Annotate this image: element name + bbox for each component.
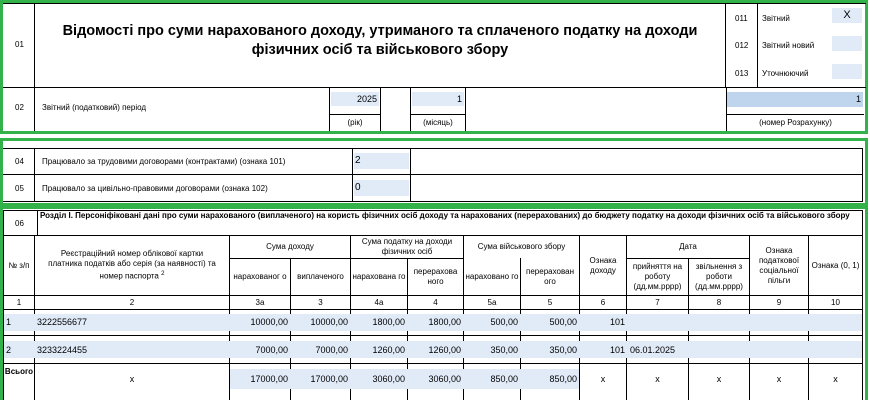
type-checkbox-new-reporting[interactable] bbox=[832, 36, 862, 51]
col-header-social-sign: Ознака податкової соціальної пільги bbox=[758, 245, 800, 285]
col-header-income: Сума доходу bbox=[266, 242, 314, 251]
row-income-sign[interactable]: 101 bbox=[609, 317, 625, 327]
row-military-accrued[interactable]: 500,00 bbox=[490, 317, 518, 327]
col-number: 9 bbox=[776, 298, 782, 307]
row-tax-transferred[interactable]: 1260,00 bbox=[428, 345, 461, 355]
contracts-code: 05 bbox=[15, 184, 24, 193]
col-header-military: Сума військового збору bbox=[477, 242, 566, 251]
row-tax-accrued[interactable]: 1800,00 bbox=[372, 317, 405, 327]
row-tax-accrued[interactable]: 1260,00 bbox=[372, 345, 405, 355]
col-number: 6 bbox=[600, 298, 606, 307]
row-income-accrued[interactable]: 7000,00 bbox=[255, 345, 288, 355]
col-header-income-paid: виплаченого bbox=[297, 272, 344, 281]
labor-count-input[interactable]: 2 bbox=[354, 153, 409, 169]
row-income-paid[interactable]: 7000,00 bbox=[315, 345, 348, 355]
row-num: 1 bbox=[6, 317, 12, 327]
col-number: 5а bbox=[487, 298, 497, 307]
col-header-hire-date: прийняття на роботу (дд.мм.рррр) bbox=[632, 262, 683, 291]
col-number: 4 bbox=[433, 298, 438, 307]
total-social-sign: x bbox=[776, 374, 782, 384]
col-header-sign01: Ознака (0, 1) bbox=[811, 260, 860, 270]
row-tax-transferred[interactable]: 1800,00 bbox=[428, 317, 461, 327]
period-month-caption: (місяць) bbox=[423, 118, 453, 127]
contracts-code: 04 bbox=[15, 157, 24, 166]
total-income-sign: x bbox=[600, 374, 606, 384]
total-military-transferred: 850,00 bbox=[549, 374, 577, 384]
row-income-paid[interactable]: 10000,00 bbox=[310, 317, 348, 327]
period-month-input[interactable]: 1 bbox=[412, 92, 464, 106]
col-header-military-transferred: перерахован ого bbox=[526, 267, 574, 286]
type-label: Звітний bbox=[762, 14, 790, 23]
col-number: 7 bbox=[655, 298, 660, 307]
total-hire-date: x bbox=[655, 374, 660, 384]
type-label: Звітний новий bbox=[762, 41, 815, 50]
total-id: x bbox=[129, 374, 135, 384]
period-code: 02 bbox=[15, 103, 24, 112]
row-income-sign[interactable]: 101 bbox=[609, 345, 625, 355]
col-number: 10 bbox=[831, 298, 840, 307]
col-number: 1 bbox=[16, 298, 22, 307]
type-code: 013 bbox=[735, 69, 749, 78]
period-year-input[interactable]: 2025 bbox=[331, 92, 379, 106]
section-title: Розділ І. Персоніфіковані дані про суми нарахованого (виплаченого) на користь фізичних осіб доходу та нарахованих (перерахованих) до бюджету податку на доходи фізичних осіб та військового збору bbox=[40, 211, 850, 220]
form-title: Відомості про суми нарахованого доходу, утриманого та сплаченого податку на доходи фізичних осіб та військового збору bbox=[62, 23, 698, 58]
row-id-input[interactable]: 3233224455 bbox=[37, 345, 88, 355]
col-header-tax: Сума податку на доходи фізичних осіб bbox=[361, 237, 453, 256]
type-code: 012 bbox=[735, 41, 749, 50]
type-label: Уточнюючий bbox=[762, 69, 809, 78]
total-income-accrued: 17000,00 bbox=[250, 374, 288, 384]
contracts-label: Працювало за цивільно-правовими договорами (ознака 102) bbox=[42, 184, 268, 193]
col-header-id-sup: 2 bbox=[161, 271, 165, 278]
col-number: 3 bbox=[318, 298, 323, 307]
col-number: 2 bbox=[129, 298, 135, 307]
col-number: 5 bbox=[547, 298, 553, 307]
col-header-date: Дата bbox=[679, 242, 697, 251]
col-number: 4а bbox=[374, 298, 384, 307]
row-military-accrued[interactable]: 350,00 bbox=[490, 345, 518, 355]
type-checkbox-reporting[interactable]: X bbox=[832, 8, 862, 23]
row-military-transferred[interactable]: 350,00 bbox=[549, 345, 577, 355]
total-tax-accrued: 3060,00 bbox=[372, 374, 405, 384]
col-header-tax-transferred: перерахова ного bbox=[413, 267, 458, 286]
col-header-income-sign: Ознака доходу bbox=[589, 255, 617, 275]
row-id-input[interactable]: 3222556677 bbox=[37, 317, 88, 327]
col-header-id bbox=[35, 236, 229, 295]
total-dismiss-date: x bbox=[716, 374, 722, 384]
civil-count-input[interactable]: 0 bbox=[354, 180, 409, 196]
row-hire-date[interactable]: 06.01.2025 bbox=[630, 345, 676, 355]
col-header-tax-accrued: нарахована го bbox=[352, 272, 406, 281]
calc-number-input[interactable]: 1 bbox=[727, 92, 863, 107]
section-code: 06 bbox=[15, 219, 24, 228]
col-header-num: № з/п bbox=[8, 260, 30, 270]
total-label: Всього bbox=[4, 367, 34, 376]
code-01: 01 bbox=[15, 40, 24, 49]
total-military-accrued: 850,00 bbox=[490, 374, 518, 384]
period-label: Звітний (податковий) період bbox=[42, 103, 147, 112]
col-header-income-accrued: нарахованог о bbox=[233, 272, 287, 281]
total-tax-transferred: 3060,00 bbox=[428, 374, 461, 384]
col-header-dismiss-date: звільнення з роботи (дд.мм.рррр) bbox=[695, 262, 743, 291]
total-income-paid: 17000,00 bbox=[310, 374, 348, 384]
col-number: 3а bbox=[255, 298, 265, 307]
row-military-transferred[interactable]: 500,00 bbox=[549, 317, 577, 327]
col-header-id-text: Реєстраційний номер облікової картки платника податків або серія (за наявності) та номер паспорта bbox=[48, 249, 216, 281]
col-number: 8 bbox=[716, 298, 722, 307]
row-num: 2 bbox=[6, 345, 12, 355]
type-checkbox-clarifying[interactable] bbox=[832, 64, 862, 79]
type-code: 011 bbox=[735, 14, 748, 23]
contracts-label: Працювало за трудовими договорами (контрактами) (ознака 101) bbox=[42, 157, 286, 166]
total-flag: x bbox=[833, 374, 838, 384]
col-header-military-accrued: нараховано го bbox=[465, 272, 519, 281]
period-year-caption: (рік) bbox=[347, 118, 363, 127]
row-income-accrued[interactable]: 10000,00 bbox=[250, 317, 288, 327]
calc-number-caption: (номер Розрахунку) bbox=[759, 118, 832, 127]
